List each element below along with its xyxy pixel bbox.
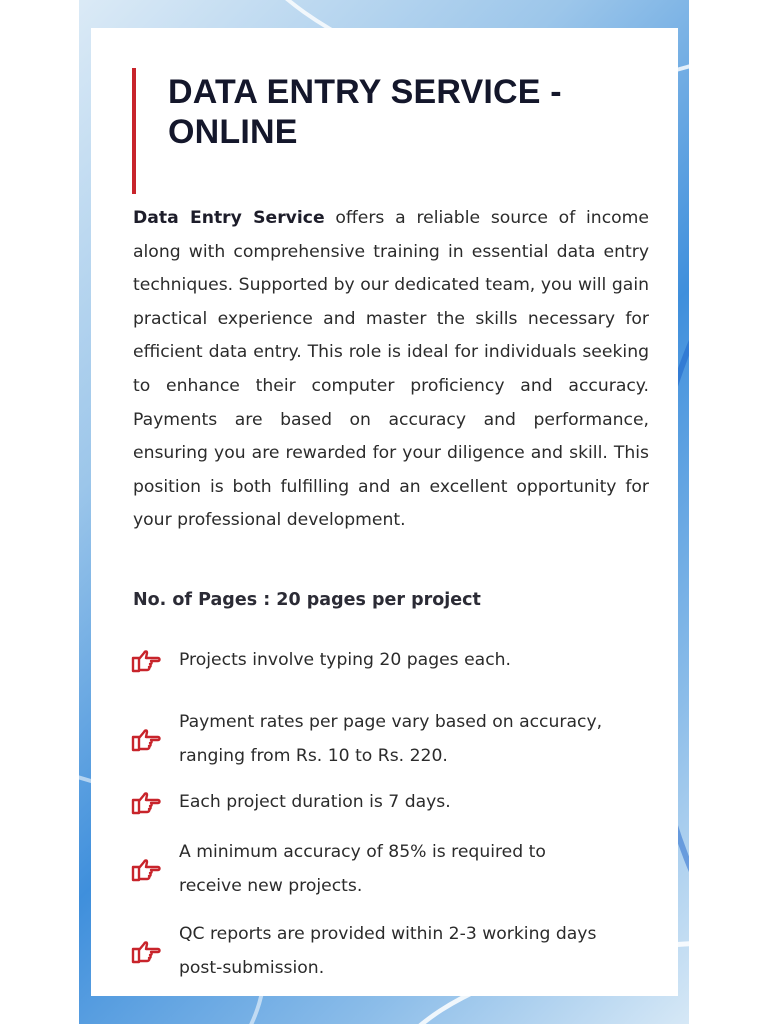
pointing-hand-icon	[131, 728, 161, 752]
pointing-hand-icon	[131, 649, 161, 673]
description-lead: Data Entry Service	[133, 208, 325, 228]
list-item	[131, 918, 676, 985]
pointing-hand-icon	[131, 791, 161, 815]
pointing-hand-icon	[131, 940, 161, 964]
title-accent-bar	[132, 68, 136, 194]
description-body: offers a reliable source of income along with comprehensive training in essential data entry techniques. Supported by our dedicated team, you will gain practical experience and master the skills necessary for efficient data entry. This role is ideal for individuals seeking to enhance their computer proficiency and accuracy. Payments are based on accuracy and performance, ensuring you are rewarded for your diligence and skill. This position is both fulfilling and an excellent opportunity for your professional development.	[133, 208, 649, 531]
pointing-hand-icon	[131, 858, 161, 882]
list-item-text: Projects involve typing 20 pages each.	[179, 650, 512, 670]
service-card	[91, 28, 678, 996]
list-item-text: A minimum accuracy of 85% is required to receive new projects.	[179, 842, 546, 896]
title-line-2: ONLINE	[168, 113, 298, 151]
pages-per-project: No. of Pages : 20 pages per project	[133, 590, 481, 610]
list-item	[131, 836, 676, 903]
list-item-text: QC reports are provided within 2-3 working days post-submission.	[179, 924, 597, 978]
page-title	[168, 72, 638, 152]
service-description	[133, 202, 649, 538]
list-item	[131, 644, 676, 678]
list-item	[131, 786, 676, 820]
list-item-text: Each project duration is 7 days.	[179, 792, 451, 812]
list-item	[131, 706, 676, 773]
title-line-1: DATA ENTRY SERVICE -	[168, 73, 562, 111]
list-item-text: Payment rates per page vary based on accuracy, ranging from Rs. 10 to Rs. 220.	[179, 712, 603, 766]
